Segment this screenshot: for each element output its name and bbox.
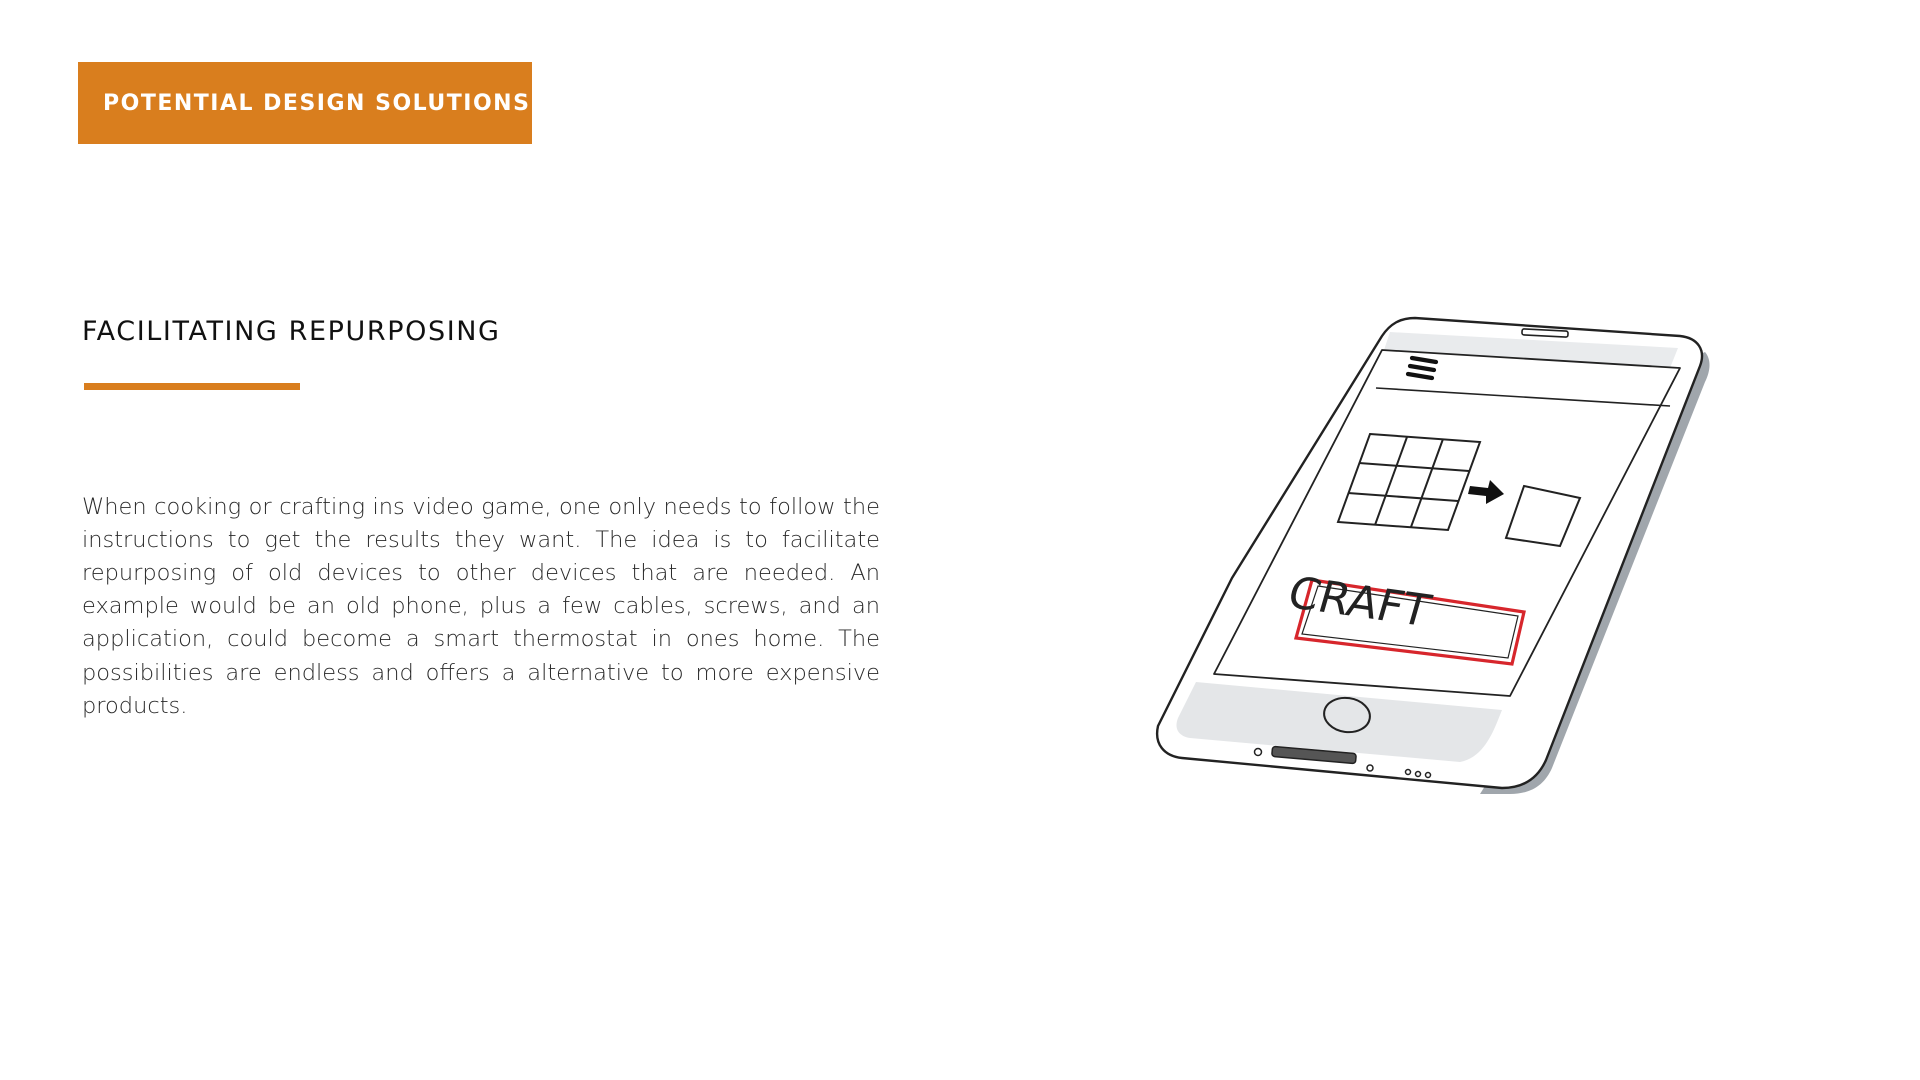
heading-underline: [84, 383, 300, 390]
section-tag: [78, 62, 532, 144]
phone-sketch-illustration: [1150, 300, 1730, 800]
section-tag-label: POTENTIAL DESIGN SOLUTIONS: [103, 90, 531, 116]
section-heading: FACILITATING REPURPOSING: [82, 316, 501, 347]
craft-button-label: CRAFT: [1282, 567, 1436, 637]
body-paragraph: When cooking or crafting ins video game, one only needs to follow the instructions to get the results they want. The idea is to facilitate repurposing of old devices to other devices that are needed. An example would be an old phone, plus a few cables, screws, and an application, could become a smart thermostat in ones home. The possibilities are endless and offers a alternative to more expensive products.: [82, 493, 880, 719]
